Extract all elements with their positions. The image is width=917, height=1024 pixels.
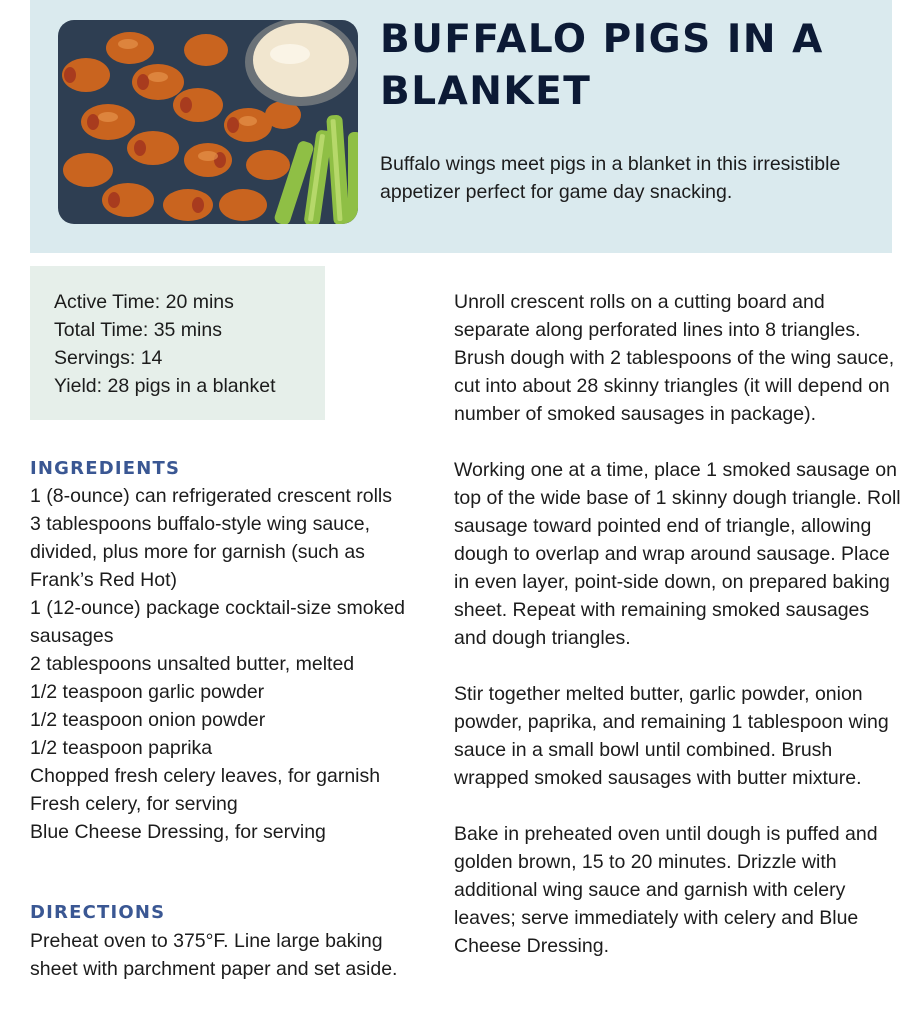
fact-servings: Servings: 14 (54, 347, 163, 369)
list-item: 1/2 teaspoon garlic powder (30, 681, 265, 703)
list-item: 1/2 teaspoon onion powder (30, 709, 266, 731)
list-item: Blue Cheese Dressing, for serving (30, 821, 326, 843)
direction-step: Working one at a time, place 1 smoked sausage on top of the wide base of 1 skinny dough triangle. Roll sausage toward pointed end of triangle, allowing dough to overlap and wrap around sausage. Place in even layer, point-side down, on prepared baking sheet. Repeat with remaining smoked sausages and dough triangles. (454, 459, 901, 649)
direction-step: Bake in preheated oven until dough is puffed and golden brown, 15 to 20 minutes. Drizzle with additional wing sauce and garnish with celery leaves; serve immediately with celery and Blue Cheese Dressing. (454, 823, 878, 957)
ingredients-list (30, 482, 425, 846)
recipe-photo (58, 20, 358, 224)
food-image-icon (58, 20, 358, 224)
direction-step: Preheat oven to 375°F. Line large baking sheet with parchment paper and set aside. (30, 930, 398, 980)
ingredients-heading: INGREDIENTS (30, 458, 181, 479)
directions-heading: DIRECTIONS (30, 902, 166, 923)
list-item: 1/2 teaspoon paprika (30, 737, 213, 759)
direction-step: Stir together melted butter, garlic powder, onion powder, paprika, and remaining 1 tablespoon wing sauce in a small bowl until combined. Brush wrapped smoked sausages with butter mixture. (454, 683, 889, 789)
direction-step: Unroll crescent rolls on a cutting board and separate along perforated lines into 8 triangles. Brush dough with 2 tablespoons of the wing sauce, cut into about 28 skinny triangles (it will depend on number of smoked sausages in package). (454, 291, 895, 425)
fact-yield: Yield: 28 pigs in a blanket (54, 375, 276, 397)
recipe-description: Buffalo wings meet pigs in a blanket in this irresistible appetizer perfect for game day snacking. (380, 153, 841, 203)
list-item: Fresh celery, for serving (30, 793, 238, 815)
list-item: Chopped fresh celery leaves, for garnish (30, 765, 381, 787)
list-item: 1 (12-ounce) package cocktail-size smoked sausages (30, 597, 406, 647)
list-item: 1 (8-ounce) can refrigerated crescent rolls (30, 485, 392, 507)
fact-active-time: Active Time: 20 mins (54, 291, 234, 313)
list-item: 2 tablespoons unsalted butter, melted (30, 653, 355, 675)
fact-total-time: Total Time: 35 mins (54, 319, 222, 341)
page-title: BUFFALO PIGS IN A BLANKET (380, 17, 824, 114)
directions-column-right (454, 288, 904, 988)
list-item: 3 tablespoons buffalo-style wing sauce, divided, plus more for garnish (such as Frank’s Red Hot) (30, 513, 371, 591)
recipe-facts-box (30, 266, 325, 420)
directions-column-left (30, 927, 400, 983)
